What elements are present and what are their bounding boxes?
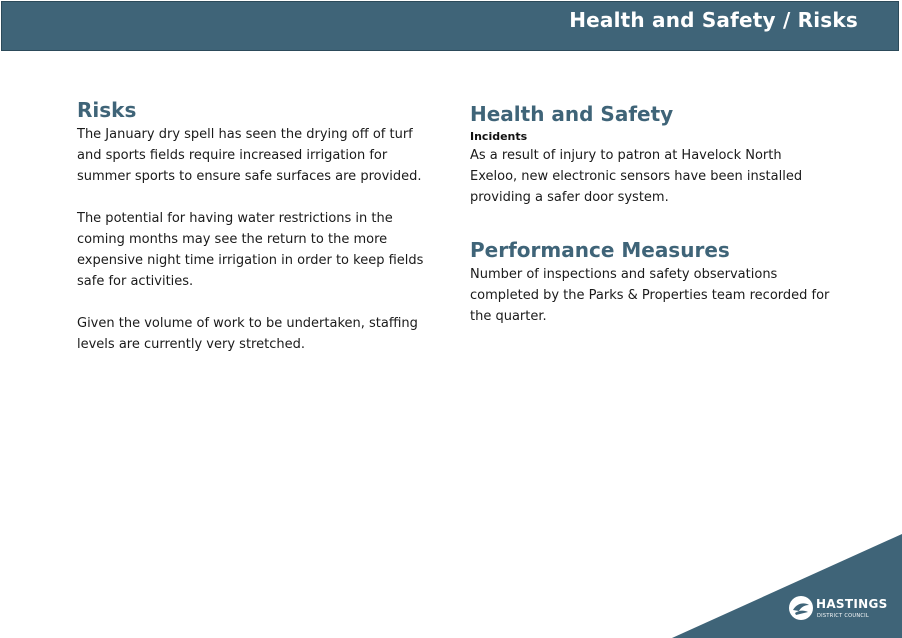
page-title: Health and Safety / Risks xyxy=(569,8,858,32)
performance-heading: Performance Measures xyxy=(470,238,730,262)
health-safety-section xyxy=(470,96,830,327)
risks-paragraph-1: The January dry spell has seen the drying off of turf and sports fields require increased irrigation for summer sports to ensure safe surfaces are provided. xyxy=(77,127,422,184)
health-safety-heading: Health and Safety xyxy=(470,102,674,126)
risks-heading: Risks xyxy=(77,98,137,122)
risks-paragraph-2: The potential for having water restrictions in the coming months may see the return to the more expensive night time irrigation in order to keep fields safe for activities. xyxy=(77,211,424,289)
logo-subtitle: DISTRICT COUNCIL xyxy=(817,613,870,619)
hastings-logo xyxy=(788,594,888,624)
performance-paragraph: Number of inspections and safety observations completed by the Parks & Properties team recorded for the quarter. xyxy=(470,267,830,324)
logo-emblem-icon xyxy=(788,595,814,621)
header-bar xyxy=(1,1,899,51)
incidents-subheading: Incidents xyxy=(470,130,528,143)
logo-name: HASTINGS xyxy=(816,597,888,611)
incidents-paragraph: As a result of injury to patron at Havelock North Exeloo, new electronic sensors have been installed providing a safer door system. xyxy=(470,148,803,205)
risks-section xyxy=(77,96,437,355)
risks-paragraph-3: Given the volume of work to be undertaken, staffing levels are currently very stretched. xyxy=(77,316,418,352)
